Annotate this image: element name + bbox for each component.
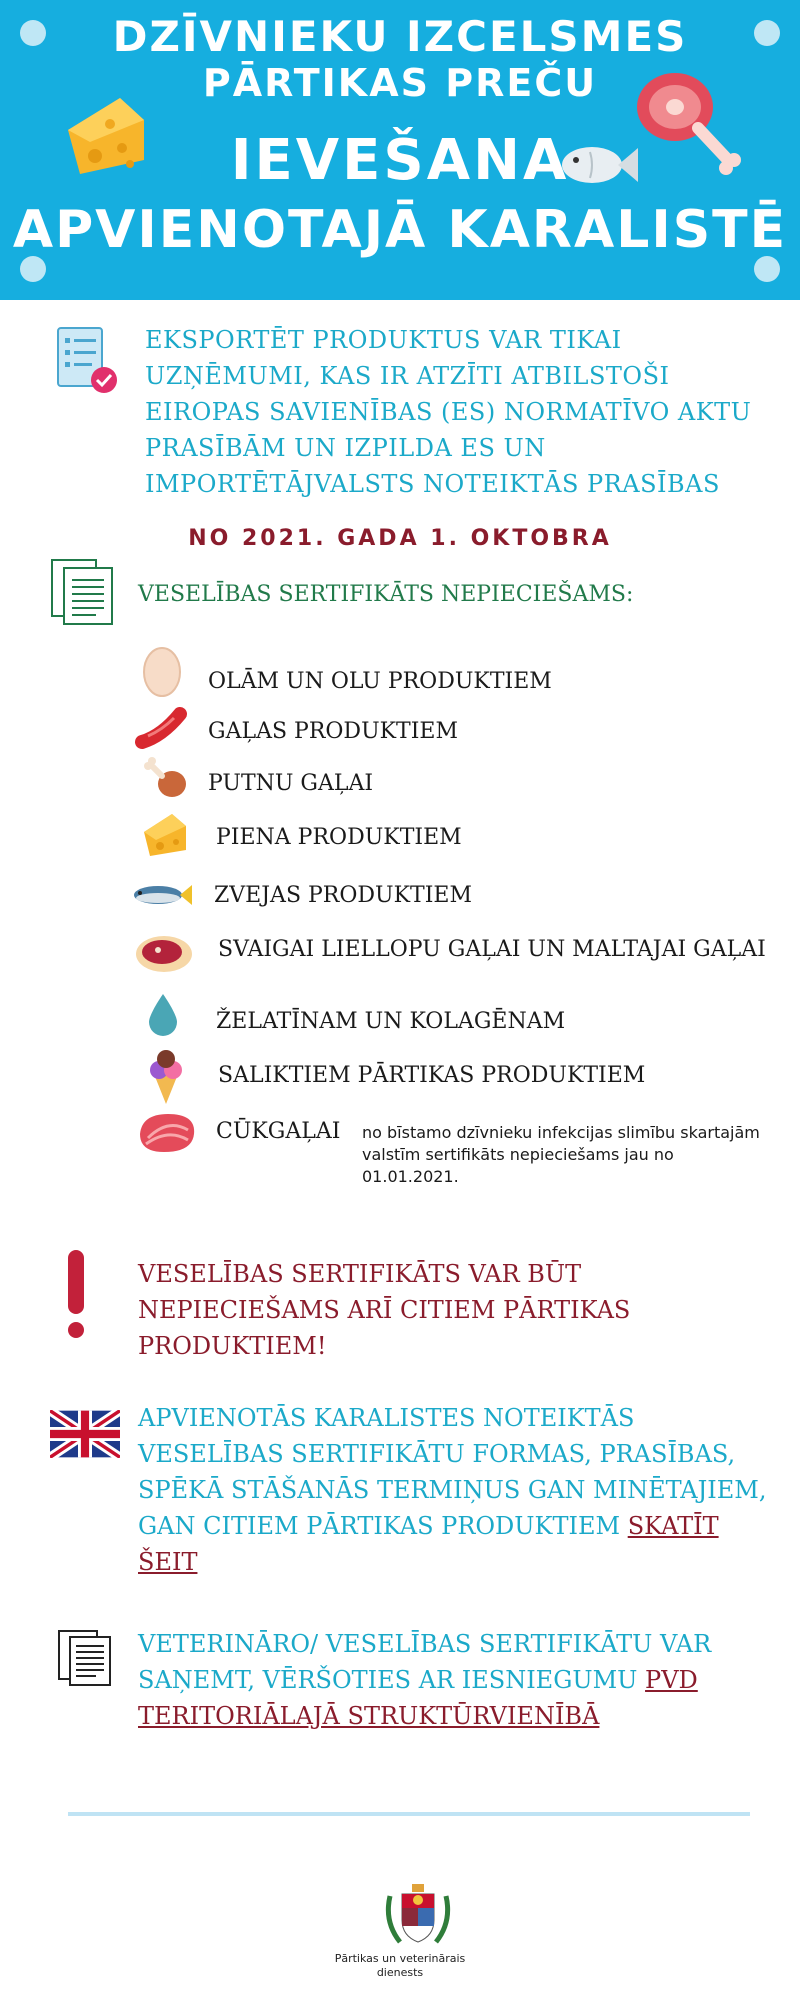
exclamation-icon (64, 1248, 88, 1340)
vet-certificate-text (138, 1626, 778, 1734)
droplet-icon (146, 992, 180, 1038)
list-item: SVAIGAI LIELLOPU GAĻAI UN MALTAJAI GAĻAI (218, 937, 766, 962)
documents-icon (56, 1628, 114, 1688)
organization-name (300, 1952, 500, 1980)
egg-icon (142, 642, 182, 698)
organization-name-line-2: dienests (376, 1966, 424, 1979)
header-line-4: APVIENOTAJĀ KARALISTĒ (12, 200, 788, 260)
pork-note: no bīstamo dzīvnieku infekcijas slimību skartajām valstīm sertifikāts nepieciešams jau no 01.01.2021. (362, 1123, 760, 1186)
chicken-leg-icon (142, 756, 188, 802)
sausage-icon (134, 706, 190, 750)
documents-icon (48, 556, 118, 628)
date-heading: NO 2021. GADA 1. OKTOBRA (188, 526, 612, 551)
list-item: ZVEJAS PRODUKTIEM (214, 883, 472, 908)
list-item: PIENA PRODUKTIEM (216, 825, 462, 850)
list-item: GAĻAS PRODUKTIEM (208, 719, 458, 744)
list-item: ŽELATĪNAM UN KOLAGĒNAM (216, 1009, 566, 1034)
vet-text: VETERINĀRO/ VESELĪBAS SERTIFIKĀTU VAR SAŅEMT, VĒRŠOTIES AR IESNIEGUMU (138, 1630, 712, 1694)
cheese-icon (140, 810, 188, 858)
list-item: SALIKTIEM PĀRTIKAS PRODUKTIEM (218, 1063, 646, 1088)
pork-icon (134, 1108, 200, 1156)
list-item: PUTNU GAĻAI (208, 771, 374, 796)
pvd-office-link[interactable]: PVD TERITORIĀLAJĀ STRUKTŪRVIENĪBĀ (138, 1666, 698, 1730)
ice-cream-icon (146, 1048, 186, 1106)
fish-icon (130, 880, 194, 910)
header-banner (0, 0, 800, 300)
uk-text: APVIENOTĀS KARALISTES NOTEIKTĀS VESELĪBAS SERTIFIKĀTU FORMAS, PRASĪBAS, SPĒKĀ STĀŠANĀS TERMIŅUS GAN MINĒTAJIEM, GAN CITIEM PĀRTIKAS PRODUKTIEM (138, 1404, 767, 1540)
header-line-1: DZĪVNIEKU IZCELSMES (112, 12, 688, 61)
intro-text: EKSPORTĒT PRODUKTUS VAR TIKAI UZŅĒMUMI, KAS IR ATZĪTI ATBILSTOŠI EIROPAS SAVIENĪBAS (ES) NORMATĪVO AKTU PRASĪBĀM UN IZPILDA ES UN IMPORTĒTĀJVALSTS NOTEIKTĀS PRASĪBAS (145, 326, 752, 498)
organization-name-line-1: Pārtikas un veterinārais (334, 1952, 466, 1965)
uk-requirements-text (138, 1400, 778, 1580)
divider (68, 1812, 750, 1816)
see-here-link[interactable]: SKATĪT ŠEIT (138, 1512, 719, 1576)
list-item: CŪKGAĻAI (216, 1119, 341, 1144)
checklist-document-icon (54, 326, 120, 396)
coat-of-arms-icon (382, 1882, 454, 1948)
header-line-2: PĀRTIKAS PREČU (202, 61, 598, 105)
requirement-heading: VESELĪBAS SERTIFIKĀTS NEPIECIEŠAMS: (138, 582, 634, 607)
warning-text: VESELĪBAS SERTIFIKĀTS VAR BŪT NEPIECIEŠAMS ARĪ CITIEM PĀRTIKAS PRODUKTIEM! (138, 1260, 631, 1360)
steak-icon (134, 932, 194, 974)
uk-flag-icon (50, 1410, 120, 1458)
list-item: OLĀM UN OLU PRODUKTIEM (208, 669, 552, 694)
header-line-3: IEVEŠANA (230, 128, 570, 193)
